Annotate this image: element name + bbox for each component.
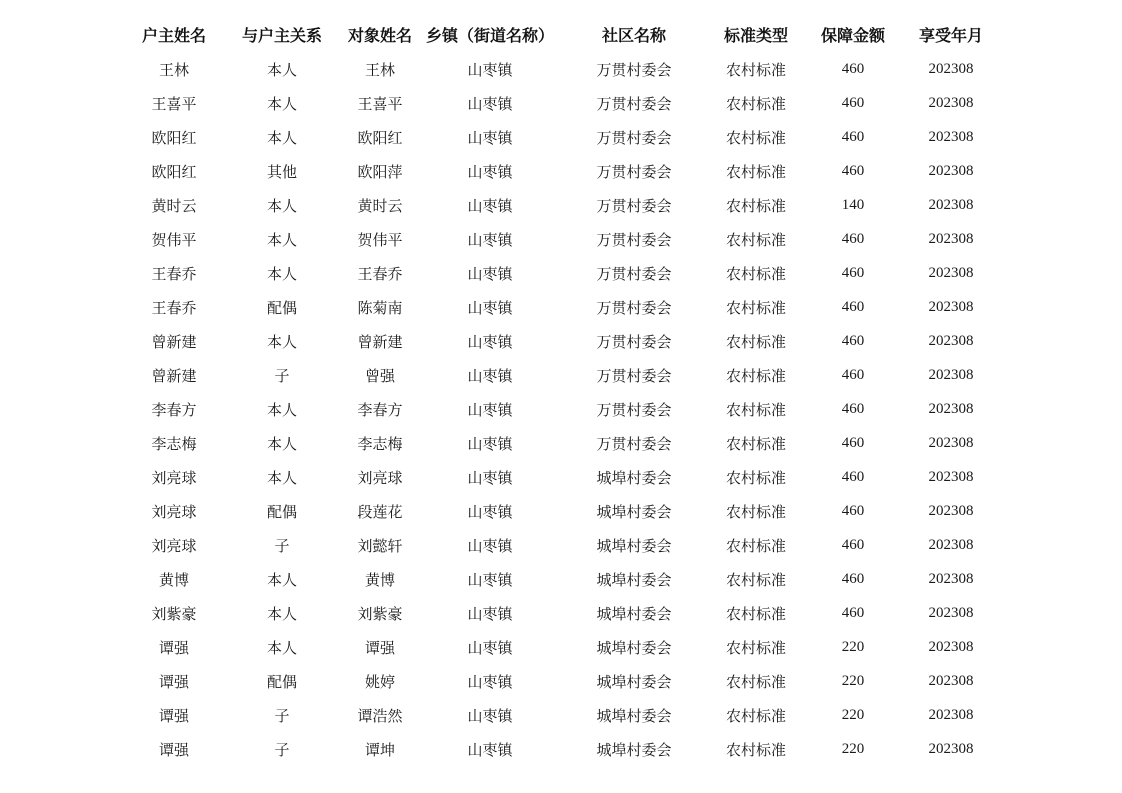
cell-relationship: 子 <box>274 536 290 555</box>
cell-relationship: 其他 <box>266 162 297 181</box>
cell-recipient-name: 谭浩然 <box>357 706 403 725</box>
cell-community: 万贯村委会 <box>596 298 672 317</box>
cell-month: 202308 <box>928 60 974 77</box>
cell-recipient-name: 曾强 <box>364 366 395 385</box>
cell-month: 202308 <box>928 94 974 111</box>
cell-recipient-name: 陈菊南 <box>357 298 403 317</box>
cell-relationship: 本人 <box>266 60 297 79</box>
cell-community: 城埠村委会 <box>596 570 672 589</box>
cell-township: 山枣镇 <box>467 162 513 181</box>
table-row <box>120 562 996 596</box>
cell-amount: 460 <box>841 94 865 111</box>
cell-standard-type: 农村标准 <box>725 740 786 759</box>
cell-relationship: 本人 <box>266 94 297 113</box>
cell-community: 城埠村委会 <box>596 706 672 725</box>
cell-month: 202308 <box>928 128 974 145</box>
header-row <box>120 16 996 52</box>
cell-community: 万贯村委会 <box>596 400 672 419</box>
cell-community: 万贯村委会 <box>596 264 672 283</box>
cell-month: 202308 <box>928 706 974 723</box>
cell-standard-type: 农村标准 <box>725 264 786 283</box>
cell-amount: 460 <box>841 128 865 145</box>
cell-standard-type: 农村标准 <box>725 162 786 181</box>
cell-amount: 460 <box>841 264 865 281</box>
cell-relationship: 本人 <box>266 570 297 589</box>
cell-recipient-name: 欧阳红 <box>357 128 403 147</box>
cell-relationship: 本人 <box>266 264 297 283</box>
cell-amount: 460 <box>841 162 865 179</box>
cell-community: 万贯村委会 <box>596 196 672 215</box>
cell-recipient-name: 贺伟平 <box>357 230 403 249</box>
cell-household-head: 谭强 <box>158 740 189 759</box>
cell-household-head: 谭强 <box>158 638 189 657</box>
cell-township: 山枣镇 <box>467 604 513 623</box>
cell-household-head: 欧阳红 <box>151 128 197 147</box>
table-row <box>120 256 996 290</box>
table-row <box>120 188 996 222</box>
cell-amount: 460 <box>841 400 865 417</box>
table-row <box>120 86 996 120</box>
cell-relationship: 本人 <box>266 400 297 419</box>
cell-month: 202308 <box>928 740 974 757</box>
cell-month: 202308 <box>928 162 974 179</box>
cell-community: 万贯村委会 <box>596 434 672 453</box>
cell-recipient-name: 李春方 <box>357 400 403 419</box>
cell-relationship: 子 <box>274 366 290 385</box>
header-relationship: 与户主关系 <box>241 25 322 45</box>
cell-community: 城埠村委会 <box>596 502 672 521</box>
cell-recipient-name: 黄时云 <box>357 196 403 215</box>
subsidy-roster-table <box>120 16 996 766</box>
table-row <box>120 460 996 494</box>
cell-amount: 460 <box>841 536 865 553</box>
cell-relationship: 本人 <box>266 128 297 147</box>
header-community: 社区名称 <box>601 25 666 45</box>
cell-amount: 460 <box>841 366 865 383</box>
cell-community: 城埠村委会 <box>596 604 672 623</box>
cell-household-head: 曾新建 <box>151 366 197 385</box>
cell-relationship: 配偶 <box>266 502 297 521</box>
cell-community: 万贯村委会 <box>596 366 672 385</box>
cell-household-head: 刘亮球 <box>151 536 197 555</box>
cell-household-head: 刘亮球 <box>151 502 197 521</box>
cell-recipient-name: 刘懿轩 <box>357 536 403 555</box>
cell-recipient-name: 王林 <box>364 60 395 79</box>
table-row <box>120 290 996 324</box>
cell-township: 山枣镇 <box>467 264 513 283</box>
cell-recipient-name: 李志梅 <box>357 434 403 453</box>
cell-amount: 220 <box>841 740 865 757</box>
cell-standard-type: 农村标准 <box>725 298 786 317</box>
cell-recipient-name: 王春乔 <box>357 264 403 283</box>
cell-community: 万贯村委会 <box>596 60 672 79</box>
cell-recipient-name: 王喜平 <box>357 94 403 113</box>
cell-relationship: 本人 <box>266 604 297 623</box>
cell-household-head: 刘亮球 <box>151 468 197 487</box>
cell-standard-type: 农村标准 <box>725 536 786 555</box>
header-township: 乡镇（街道名称） <box>425 25 554 45</box>
cell-standard-type: 农村标准 <box>725 60 786 79</box>
table-row <box>120 392 996 426</box>
cell-township: 山枣镇 <box>467 400 513 419</box>
cell-month: 202308 <box>928 638 974 655</box>
table-row <box>120 120 996 154</box>
cell-relationship: 本人 <box>266 638 297 657</box>
cell-standard-type: 农村标准 <box>725 400 786 419</box>
cell-amount: 220 <box>841 706 865 723</box>
cell-amount: 460 <box>841 502 865 519</box>
cell-amount: 460 <box>841 434 865 451</box>
table-row <box>120 324 996 358</box>
cell-amount: 460 <box>841 570 865 587</box>
cell-household-head: 曾新建 <box>151 332 197 351</box>
cell-standard-type: 农村标准 <box>725 332 786 351</box>
cell-community: 万贯村委会 <box>596 162 672 181</box>
cell-community: 城埠村委会 <box>596 536 672 555</box>
cell-community: 城埠村委会 <box>596 468 672 487</box>
table-row <box>120 596 996 630</box>
cell-month: 202308 <box>928 502 974 519</box>
cell-amount: 460 <box>841 230 865 247</box>
cell-relationship: 子 <box>274 740 290 759</box>
cell-township: 山枣镇 <box>467 672 513 691</box>
table-row <box>120 732 996 766</box>
cell-community: 万贯村委会 <box>596 230 672 249</box>
cell-recipient-name: 刘紫豪 <box>357 604 403 623</box>
table-row <box>120 222 996 256</box>
cell-household-head: 李志梅 <box>151 434 197 453</box>
cell-community: 城埠村委会 <box>596 740 672 759</box>
cell-household-head: 贺伟平 <box>151 230 197 249</box>
cell-month: 202308 <box>928 400 974 417</box>
cell-month: 202308 <box>928 298 974 315</box>
cell-township: 山枣镇 <box>467 94 513 113</box>
cell-amount: 220 <box>841 638 865 655</box>
cell-amount: 220 <box>841 672 865 689</box>
cell-month: 202308 <box>928 468 974 485</box>
cell-household-head: 王林 <box>158 60 189 79</box>
cell-household-head: 李春方 <box>151 400 197 419</box>
header-recipient-name: 对象姓名 <box>347 25 412 45</box>
table-body <box>120 52 996 766</box>
cell-standard-type: 农村标准 <box>725 468 786 487</box>
cell-month: 202308 <box>928 196 974 213</box>
cell-amount: 460 <box>841 332 865 349</box>
cell-relationship: 本人 <box>266 434 297 453</box>
cell-township: 山枣镇 <box>467 196 513 215</box>
cell-township: 山枣镇 <box>467 502 513 521</box>
cell-month: 202308 <box>928 672 974 689</box>
cell-township: 山枣镇 <box>467 706 513 725</box>
cell-community: 万贯村委会 <box>596 332 672 351</box>
cell-amount: 140 <box>841 196 865 213</box>
cell-household-head: 欧阳红 <box>151 162 197 181</box>
cell-township: 山枣镇 <box>467 230 513 249</box>
table-row <box>120 698 996 732</box>
table-row <box>120 52 996 86</box>
cell-standard-type: 农村标准 <box>725 94 786 113</box>
cell-township: 山枣镇 <box>467 536 513 555</box>
cell-recipient-name: 段莲花 <box>357 502 403 521</box>
table-row <box>120 494 996 528</box>
cell-township: 山枣镇 <box>467 570 513 589</box>
cell-standard-type: 农村标准 <box>725 128 786 147</box>
cell-township: 山枣镇 <box>467 638 513 657</box>
cell-recipient-name: 曾新建 <box>357 332 403 351</box>
cell-township: 山枣镇 <box>467 740 513 759</box>
cell-household-head: 谭强 <box>158 672 189 691</box>
cell-relationship: 本人 <box>266 468 297 487</box>
table-row <box>120 426 996 460</box>
cell-relationship: 子 <box>274 706 290 725</box>
cell-household-head: 王春乔 <box>151 298 197 317</box>
cell-amount: 460 <box>841 298 865 315</box>
cell-household-head: 刘紫豪 <box>151 604 197 623</box>
header-household-head: 户主姓名 <box>141 25 206 45</box>
table-row <box>120 630 996 664</box>
cell-township: 山枣镇 <box>467 60 513 79</box>
table-row <box>120 664 996 698</box>
cell-household-head: 王春乔 <box>151 264 197 283</box>
cell-community: 万贯村委会 <box>596 94 672 113</box>
cell-month: 202308 <box>928 570 974 587</box>
cell-recipient-name: 姚婷 <box>364 672 395 691</box>
cell-amount: 460 <box>841 468 865 485</box>
cell-township: 山枣镇 <box>467 128 513 147</box>
cell-recipient-name: 谭坤 <box>364 740 395 759</box>
cell-relationship: 配偶 <box>266 298 297 317</box>
cell-amount: 460 <box>841 604 865 621</box>
cell-month: 202308 <box>928 366 974 383</box>
cell-township: 山枣镇 <box>467 366 513 385</box>
cell-household-head: 谭强 <box>158 706 189 725</box>
cell-standard-type: 农村标准 <box>725 230 786 249</box>
cell-month: 202308 <box>928 434 974 451</box>
cell-standard-type: 农村标准 <box>725 570 786 589</box>
cell-community: 城埠村委会 <box>596 672 672 691</box>
cell-standard-type: 农村标准 <box>725 638 786 657</box>
cell-household-head: 黄时云 <box>151 196 197 215</box>
cell-amount: 460 <box>841 60 865 77</box>
cell-month: 202308 <box>928 536 974 553</box>
cell-relationship: 本人 <box>266 196 297 215</box>
table-row <box>120 528 996 562</box>
table-row <box>120 154 996 188</box>
cell-household-head: 黄博 <box>158 570 189 589</box>
cell-recipient-name: 刘亮球 <box>357 468 403 487</box>
cell-recipient-name: 谭强 <box>364 638 395 657</box>
cell-standard-type: 农村标准 <box>725 706 786 725</box>
cell-community: 城埠村委会 <box>596 638 672 657</box>
cell-standard-type: 农村标准 <box>725 434 786 453</box>
table-row <box>120 358 996 392</box>
header-standard-type: 标准类型 <box>723 25 788 45</box>
cell-standard-type: 农村标准 <box>725 604 786 623</box>
cell-relationship: 本人 <box>266 332 297 351</box>
cell-relationship: 本人 <box>266 230 297 249</box>
cell-relationship: 配偶 <box>266 672 297 691</box>
cell-standard-type: 农村标准 <box>725 502 786 521</box>
cell-month: 202308 <box>928 604 974 621</box>
cell-community: 万贯村委会 <box>596 128 672 147</box>
cell-township: 山枣镇 <box>467 298 513 317</box>
header-amount: 保障金额 <box>820 25 885 45</box>
header-month: 享受年月 <box>918 25 983 45</box>
cell-recipient-name: 欧阳萍 <box>357 162 403 181</box>
cell-township: 山枣镇 <box>467 332 513 351</box>
cell-standard-type: 农村标准 <box>725 366 786 385</box>
cell-township: 山枣镇 <box>467 468 513 487</box>
cell-standard-type: 农村标准 <box>725 196 786 215</box>
cell-township: 山枣镇 <box>467 434 513 453</box>
cell-month: 202308 <box>928 264 974 281</box>
cell-month: 202308 <box>928 332 974 349</box>
cell-recipient-name: 黄博 <box>364 570 395 589</box>
cell-month: 202308 <box>928 230 974 247</box>
cell-household-head: 王喜平 <box>151 94 197 113</box>
cell-standard-type: 农村标准 <box>725 672 786 691</box>
